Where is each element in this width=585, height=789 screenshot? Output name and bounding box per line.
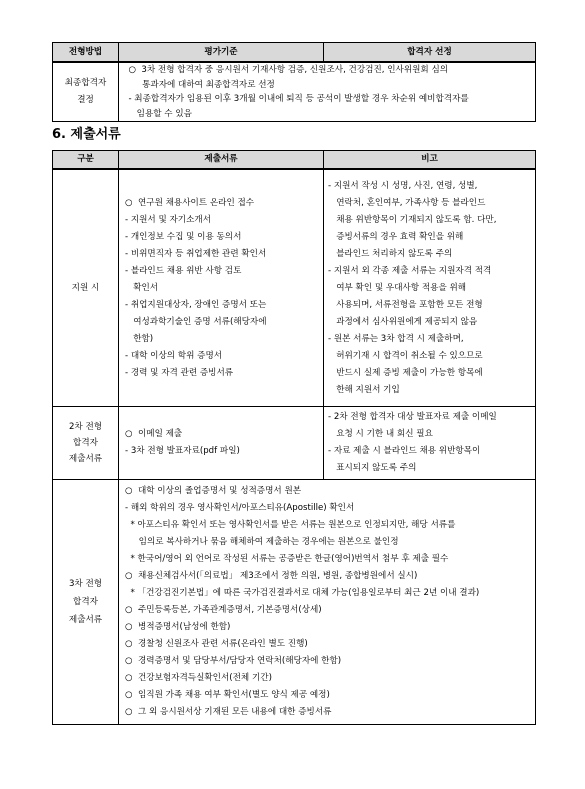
second-docs-cell: ○ 이메일 제출 - 3차 전형 발표자료(pdf 파일) [119, 407, 324, 480]
header-criteria: 평가기준 [119, 43, 324, 63]
apply-notes-cell: - 지원서 작성 시 성명, 사진, 연령, 성별, 연락처, 혼인여부, 가족사항 등 블라인드 채용 위반항목이 기재되지 않도록 함. 다만, 증빙서류의 경우 효력 확인을 위해 블라인드 처리하지 않도록 주의 - 지원서 외 각종 제출 서류는 지원자격 적격 여부 확인 및 우대사항 적용을 위해 사용되며, 서류전형을 포함한 모든 전형 과정에서 심사위원에게 제공되지 않음 - 원본 서류는 3차 합격 시 제출하며, 허위기재 시 합격이 취소될 수 있으므로 반드시 실제 증빙 제출이 가능한 항목에 한해 지원서 기입 [324, 169, 536, 407]
table-row [53, 407, 536, 480]
row-label-apply: 지원 시 [53, 169, 119, 407]
final-selection-content: ○ 3차 전형 합격자 중 응시원서 기재사항 검증, 신원조사, 건강검진, 인사위원회 심의 통과자에 대하여 최종합격자로 선정 - 최종합격자가 임용된 이후 3개월 이내에 퇴직 등 공석이 발생할 경우 차순위 예비합격자를 임용할 수 있음 [119, 62, 536, 122]
section-title: 6. 제출서류 [52, 127, 121, 142]
header-selection: 합격자 선정 [324, 43, 536, 63]
header-category: 구분 [53, 151, 119, 170]
header-documents: 제출서류 [119, 151, 324, 170]
header-method: 전형방법 [53, 43, 119, 63]
table-row [53, 480, 536, 725]
row-label-final: 최종합격자 결정 [53, 62, 119, 122]
third-docs-cell: ○ 대학 이상의 졸업증명서 및 성적증명서 원본 - 해외 학위의 경우 영사확인서/아포스티유(Apostille) 확인서 * 아포스티유 확인서 또는 영사확인서를 받은 서류는 원본으로 인정되지만, 해당 서류를 임의로 복사하거나 묶음 해체하여 제출하는 경우에는 원본으로 불인정 * 한국어/영어 외 언어로 작성된 서류는 공증받은 한글(영어)번역서 첨부 후 제출 필수 ○ 채용신체검사서(「의료법」 제3조에서 정한 의원, 병원, 종합병원에서 실시) * 「건강검진기본법」에 따른 국가검진결과서로 대체 가능(임용일로부터 최근 2년 이내 결과) ○ 주민등록등본, 가족관계증명서, 기본증명서(상세) ○ 병적증명서(남성에 한함) ○ 경찰청 신원조사 관련 서류(온라인 별도 진행) ○ 경력증명서 및 담당부서/담당자 연락처(해당자에 한함) ○ 건강보험자격득실확인서(전체 기간) ○ 임직원 가족 채용 여부 확인서(별도 양식 제공 예정) ○ 그 외 응시원서상 기재된 모든 내용에 대한 증빙서류 [119, 480, 536, 725]
apply-docs-cell: ○ 연구원 채용사이트 온라인 접수 - 지원서 및 자기소개서 - 개인정보 수집 및 이용 동의서 - 비위면직자 등 취업제한 관련 확인서 - 블라인드 채용 위반 사항 검토 확인서 - 취업지원대상자, 장애인 증명서 또는 여성과학기술인 증명 서류(해당자에 한함) - 대학 이상의 학위 증명서 - 경력 및 자격 관련 증빙서류 [119, 169, 324, 407]
second-notes-cell: - 2차 전형 합격자 대상 발표자료 제출 이메일 요청 시 기한 내 회신 필요 - 자료 제출 시 블라인드 채용 위반항목이 표시되지 않도록 주의 [324, 407, 536, 480]
table-row [53, 169, 536, 407]
final-selection-table [52, 42, 536, 122]
row-label-third: 3차 전형 합격자 제출서류 [53, 480, 119, 725]
header-notes: 비고 [324, 151, 536, 170]
row-label-second: 2차 전형 합격자 제출서류 [53, 407, 119, 480]
documents-table [52, 150, 536, 725]
